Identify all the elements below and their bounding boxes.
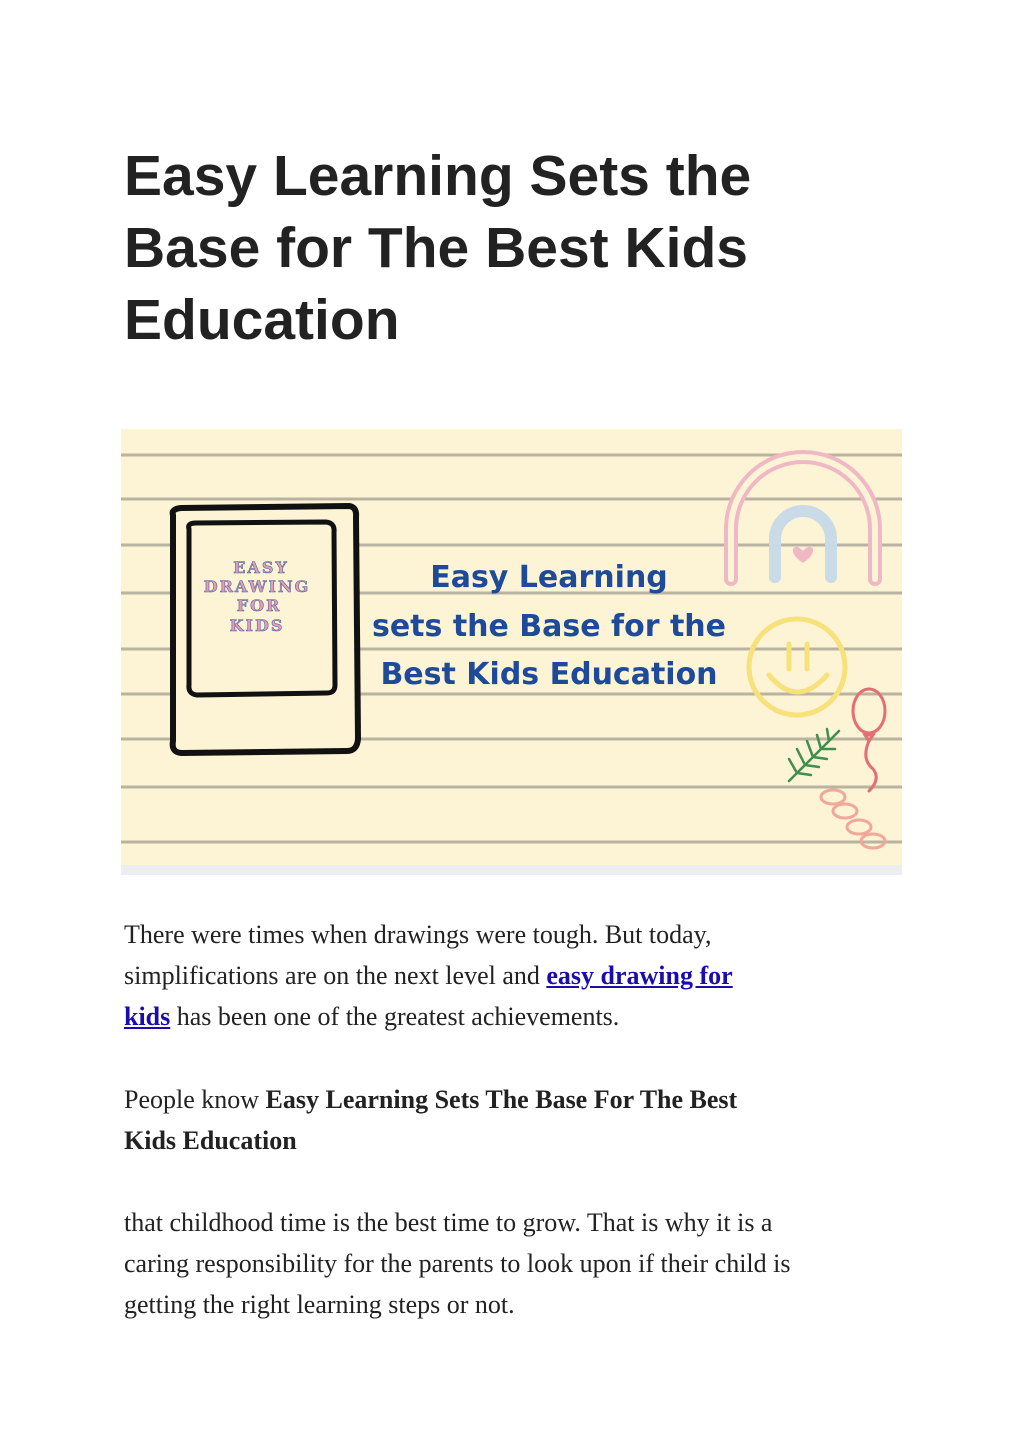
headline-line: sets the Base for the: [371, 609, 727, 644]
bold-phrase: Easy Learning Sets The Base For The Best: [265, 1085, 738, 1114]
kids-link[interactable]: kids: [124, 1002, 171, 1031]
paragraph-text: caring responsibility for the parents to look upon if their child is: [124, 1249, 791, 1278]
page-title: [124, 140, 884, 356]
book-text: EASY: [233, 558, 289, 577]
paragraph-text: simplifications are on the next level and: [124, 961, 540, 990]
title-line: Easy Learning Sets the: [124, 144, 752, 208]
title-line: Education: [124, 288, 400, 352]
headline-line: Best Kids Education: [380, 657, 718, 692]
banner-image: [121, 429, 902, 875]
book-drawing: [173, 506, 358, 753]
emphasis-paragraph: [124, 1079, 914, 1161]
body-paragraph: [124, 1202, 914, 1325]
easy-drawing-link[interactable]: easy drawing for: [546, 961, 733, 990]
paragraph-text: has been one of the greatest achievements.: [176, 1002, 620, 1031]
book-text: DRAWING: [203, 577, 311, 596]
paragraph-text: that childhood time is the best time to grow. That is why it is a: [124, 1208, 773, 1237]
banner-illustration: [121, 429, 902, 875]
title-line: Base for The Best Kids: [124, 216, 748, 280]
book-text: FOR: [236, 596, 282, 615]
banner-bottom-strip: [121, 865, 902, 875]
paragraph-text: There were times when drawings were tough. But today,: [124, 920, 712, 949]
headline-line: Easy Learning: [430, 560, 668, 595]
paragraph-text: getting the right learning steps or not.: [124, 1290, 515, 1319]
book-text: KIDS: [229, 616, 285, 635]
paragraph-text: People know: [124, 1085, 260, 1114]
bold-phrase: Kids Education: [124, 1126, 297, 1155]
intro-paragraph: [124, 914, 914, 1037]
